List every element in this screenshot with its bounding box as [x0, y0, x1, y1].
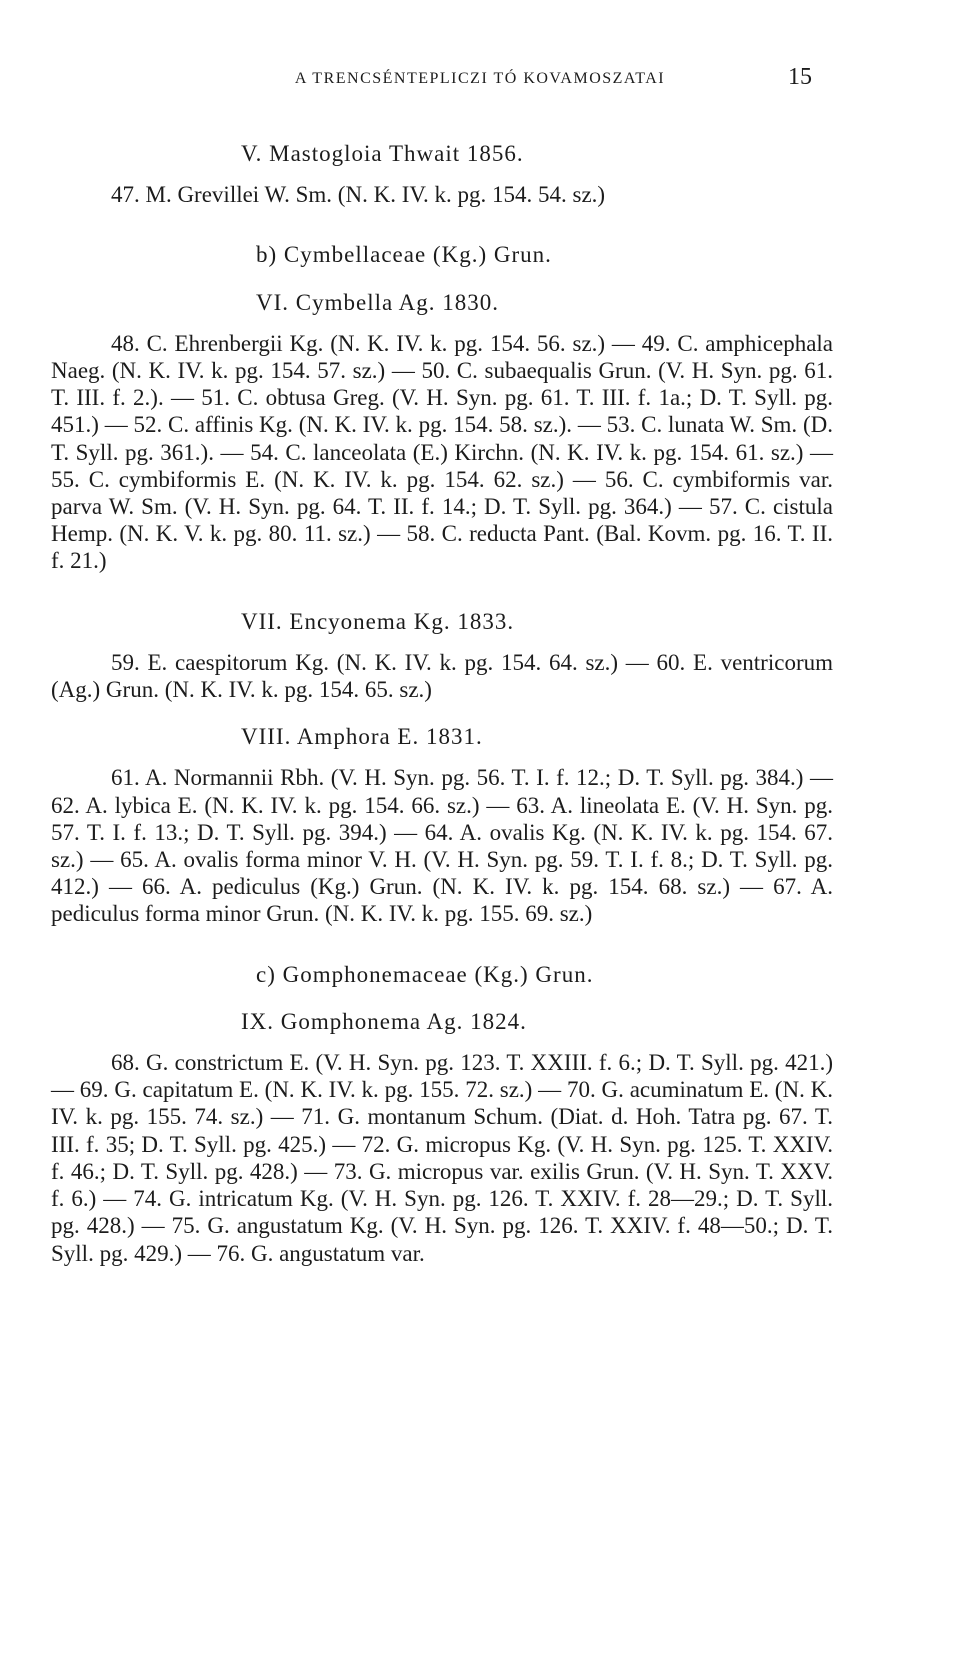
- paragraph-cymbella: 48. C. Ehrenbergii Kg. (N. K. IV. k. pg. 154. 56. sz.) — 49. C. amphicephala Naeg. (N. K. IV. k. pg. 154. 57. sz.) — 50. C. subaequalis Grun. (V. H. Syn. pg. 61. T. III. f. 2.). — 51. C. obtusa Greg. (V. H. Syn. pg. 61. T. III. f. 1a.; D. T. Syll. pg. 451.) — 52. C. affinis Kg. (N. K. IV. k. pg. 154. 58. sz.). — 53. C. lunata W. Sm. (D. T. Syll. pg. 361.). — 54. C. lanceolata (E.) Kirchn. (N. K. IV. k. pg. 154. 61. sz.) — 55. C. cymbiformis E. (N. K. IV. k. pg. 154. 62. sz.) — 56. C. cymbiformis var. parva W. Sm. (V. H. Syn. pg. 64. T. II. f. 14.; D. T. Syll. pg. 364.) — 57. C. cistula Hemp. (N. K. V. k. pg. 80. 11. sz.) — 58. C. reducta Pant. (Bal. Kovm. pg. 16. T. II. f. 21.): [51, 330, 833, 574]
- paragraph-encyonema: 59. E. caespitorum Kg. (N. K. IV. k. pg. 154. 64. sz.) — 60. E. ventricorum (Ag.) Grun. (N. K. IV. k. pg. 154. 65. sz.): [51, 649, 833, 703]
- page-number: 15: [788, 64, 812, 90]
- section-heading-gomphonema: IX. Gomphonema Ag. 1824.: [241, 1008, 527, 1034]
- paragraph-gomphonema: 68. G. constrictum E. (V. H. Syn. pg. 123. T. XXIII. f. 6.; D. T. Syll. pg. 421.) — 69. G. capitatum E. (N. K. IV. k. pg. 155. 72. sz.) — 70. G. acuminatum E. (N. K. IV. k. pg. 155. 74. sz.) — 71. G. montanum Schum. (Diat. d. Hoh. Tatra pg. 67. T. III. f. 35; D. T. Syll. pg. 425.) — 72. G. micropus Kg. (V. H. Syn. pg. 125. T. XXIV. f. 46.; D. T. Syll. pg. 428.) — 73. G. micropus var. exilis Grun. (V. H. Syn. T. XXV. f. 6.) — 74. G. intricatum Kg. (V. H. Syn. pg. 126. T. XXIV. f. 28—29.; D. T. Syll. pg. 428.) — 75. G. angustatum Kg. (V. H. Syn. pg. 126. T. XXIV. f. 48—50.; D. T. Syll. pg. 429.) — 76. G. angustatum var.: [51, 1050, 833, 1266]
- family-heading-cymbellaceae: b) Cymbellaceae (Kg.) Grun.: [256, 242, 552, 268]
- section-heading-cymbella: VI. Cymbella Ag. 1830.: [256, 289, 500, 315]
- family-heading-gomphonemaceae: c) Gomphonemaceae (Kg.) Grun.: [256, 961, 594, 987]
- paragraph-amphora: 61. A. Normannii Rbh. (V. H. Syn. pg. 56. T. I. f. 12.; D. T. Syll. pg. 384.) — 62. A. lybica E. (N. K. IV. k. pg. 154. 66. sz.) — 63. A. lineolata E. (V. H. Syn. pg. 57. T. I. f. 13.; D. T. Syll. pg. 394.) — 64. A. ovalis Kg. (N. K. IV. k. pg. 154. 67. sz.) — 65. A. ovalis forma minor V. H. (V. H. Syn. pg. 59. T. I. f. 8.; D. T. Syll. pg. 412.) — 66. A. pediculus (Kg.) Grun. (N. K. IV. k. pg. 154. 68. sz.) — 67. A. pediculus forma minor Grun. (N. K. IV. k. pg. 155. 69. sz.): [51, 765, 833, 927]
- section-heading-amphora: VIII. Amphora E. 1831.: [241, 724, 483, 750]
- running-title: A TRENCSÉNTEPLICZI TÓ KOVAMOSZATAI: [294, 70, 666, 87]
- section-heading-encyonema: VII. Encyonema Kg. 1833.: [241, 608, 515, 634]
- section-heading-mastogloia: V. Mastogloia Thwait 1856.: [241, 141, 524, 166]
- page-body: [51, 140, 833, 1267]
- entry-mastogloia: 47. M. Grevillei W. Sm. (N. K. IV. k. pg. 154. 54. sz.): [111, 182, 606, 208]
